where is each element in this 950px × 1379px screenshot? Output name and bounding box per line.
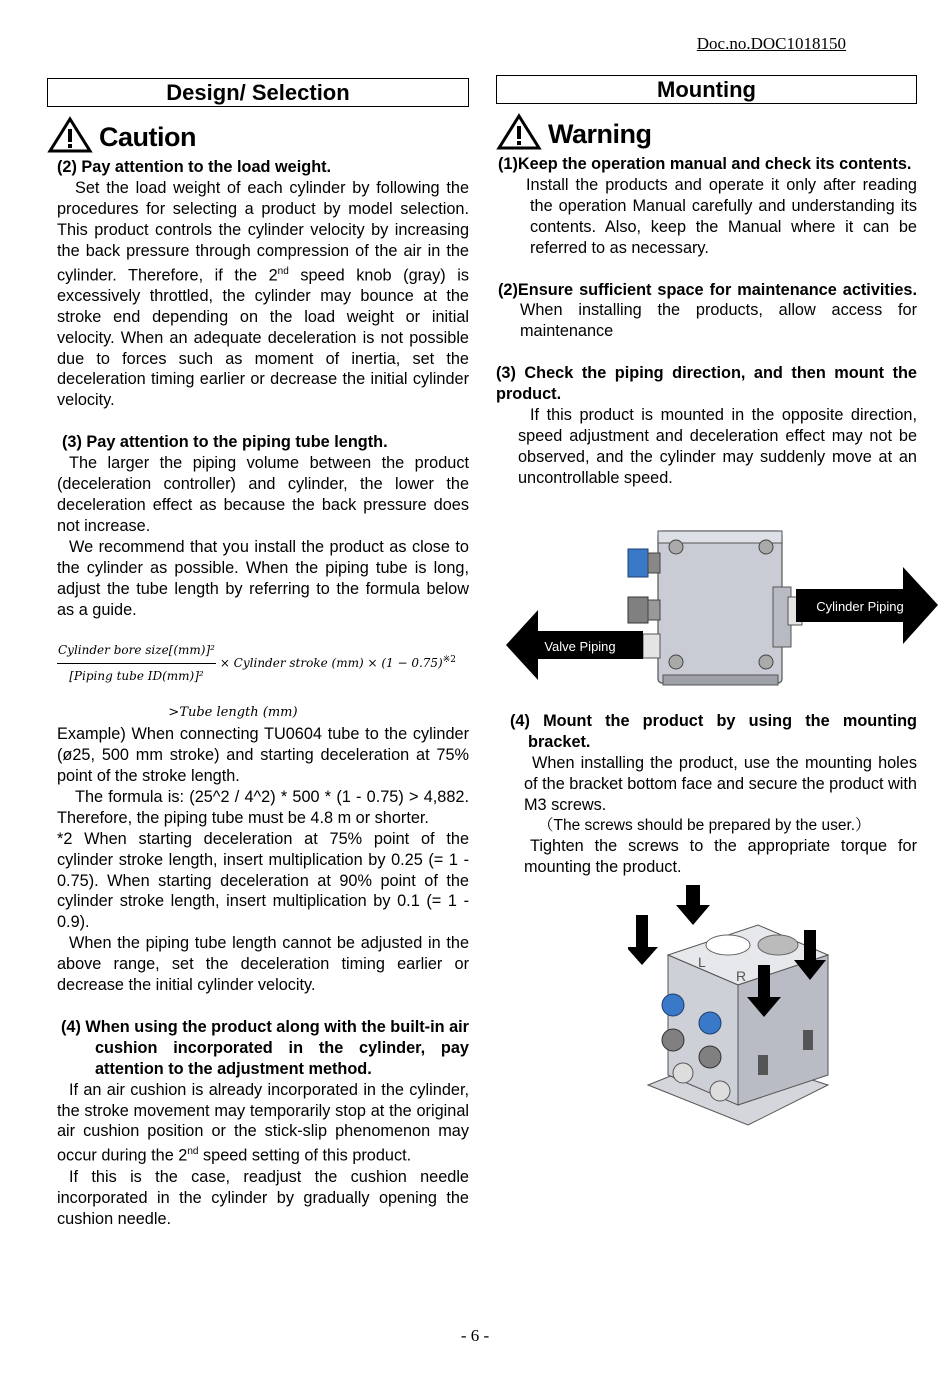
screws-note: （The screws should be prepared by the user.）	[538, 816, 871, 834]
manual-title: (1)Keep the operation manual and check its contents.	[498, 155, 912, 173]
air-cushion-title: (4) When using the product along with the built-in air cushion incorporated in the cylinder, pay attention to the adjustment method.	[61, 1017, 469, 1078]
warning-heading	[496, 114, 917, 154]
section-header: Mounting	[496, 75, 917, 104]
tube-length-adjust-text: When the piping tube length cannot be adjusted in the above range, set the deceleration timing earlier or decrease the initial cylinder velocity.	[57, 934, 469, 995]
formula-note-mark: ※2	[442, 655, 456, 666]
blue-speed-knob-icon	[628, 549, 660, 577]
example-text: Example) When connecting TU0604 tube to the cylinder (ø25, 500 mm stroke) and starting deceleration at 75% point of the stroke length.	[57, 725, 469, 785]
formula-result: >Tube length (mm)	[168, 705, 298, 721]
formula-denominator: [Piping tube ID(mm)]²	[69, 669, 204, 684]
piping-tube-text-1: The larger the piping volume between the product (deceleration controller) and cylinder, the lower the deceleration effect as because the back pressure does not increase.	[57, 454, 469, 535]
torque-text: Tighten the screws to the appropriate torque for mounting the product.	[524, 837, 917, 877]
port-r-label: R	[736, 968, 747, 984]
valve-piping-label: Valve Piping	[544, 639, 616, 654]
port-l-label: L	[698, 954, 706, 970]
piping-direction-text: If this product is mounted in the opposite direction, speed adjustment and deceleration effect may not be observed, and the cylinder may suddenly move at an uncontrollable speed.	[518, 406, 917, 487]
air-cushion-text-1: If an air cushion is already incorporated in the cylinder, the stroke movement may temporarily stop at the original air cushion position or the stick-slip phenomenon may occur during the 2nd speed setting of this product.	[57, 1080, 469, 1165]
mounting-bracket-text: When installing the product, use the mounting holes of the bracket bottom face and secure the product with M3 screws.	[524, 753, 917, 814]
piping-direction-title: (3) Check the piping direction, and then mount the product.	[496, 364, 917, 404]
mounting-bracket-title: (4) Mount the product by using the mounting bracket.	[510, 712, 917, 751]
caution-title: Caution	[99, 121, 196, 152]
design-selection-column	[47, 78, 469, 1229]
piping-direction-figure	[498, 527, 938, 702]
manual-text: Install the products and operate it only after reading the operation Manual carefully and understanding its contents. Also, keep the Manual where it can be referred to as necessary.	[526, 175, 917, 257]
caution-heading	[47, 117, 469, 157]
load-weight-title: (2) Pay attention to the load weight.	[57, 158, 332, 176]
cylinder-piping-label: Cylinder Piping	[816, 599, 904, 614]
warning-triangle-icon	[496, 113, 542, 156]
maintenance-block: (2)Ensure sufficient space for maintenance activities. When installing the products, allow access for maintenance	[498, 280, 917, 341]
mounting-bracket-figure	[628, 885, 848, 1135]
load-weight-text: Set the load weight of each cylinder by following the procedures for selecting a product by model selection. This product controls the cylinder velocity by increasing the back pressure through compression of the air in the cylinder. Therefore, if the 2nd speed knob (gray) is excessively throttled, the cylinder may bounce at the stroke end depending on the load weight or initial velocity. When an adequate deceleration is not possible due to forces such as moment of inertia, set the deceleration timing earlier or decrease the initial cylinder velocity.	[57, 178, 469, 410]
air-cushion-text-2: If this is the case, readjust the cushion needle incorporated in the cylinder by gradually opening the cushion needle.	[57, 1167, 469, 1228]
calculation-text: The formula is: (25^2 / 4^2) * 500 * (1 - 0.75) > 4,882. Therefore, the piping tube must be 4.8 m or shorter.	[57, 787, 469, 827]
page-number: - 6 -	[460, 1326, 490, 1345]
piping-tube-title: (3) Pay attention to the piping tube length.	[62, 433, 388, 452]
gray-speed-knob-icon	[628, 597, 660, 623]
tube-length-formula	[57, 640, 469, 687]
warning-triangle-icon	[47, 116, 93, 159]
section-header: Design/ Selection	[47, 78, 469, 107]
mounting-column	[496, 75, 917, 984]
note-2-text: *2 When starting deceleration at 75% point of the cylinder stroke length, insert multiplication by 0.25 (= 1 - 0.75). When starting deceleration at 90% point of the cylinder stroke length, insert multiplication by 0.1 (= 1 - 0.9).	[57, 829, 469, 932]
piping-tube-text-2: We recommend that you install the product as close to the cylinder as possible. When the piping tube is long, adjust the tube length by referring to the formula below as a guide.	[57, 537, 469, 619]
warning-title: Warning	[548, 118, 652, 149]
document-number: Doc.no.DOC1018150	[696, 34, 846, 53]
formula-numerator: Cylinder bore size[(mm)]²	[57, 640, 216, 664]
formula-multiplier: × Cylinder stroke (mm) × (1 − 0.75)	[219, 656, 443, 671]
